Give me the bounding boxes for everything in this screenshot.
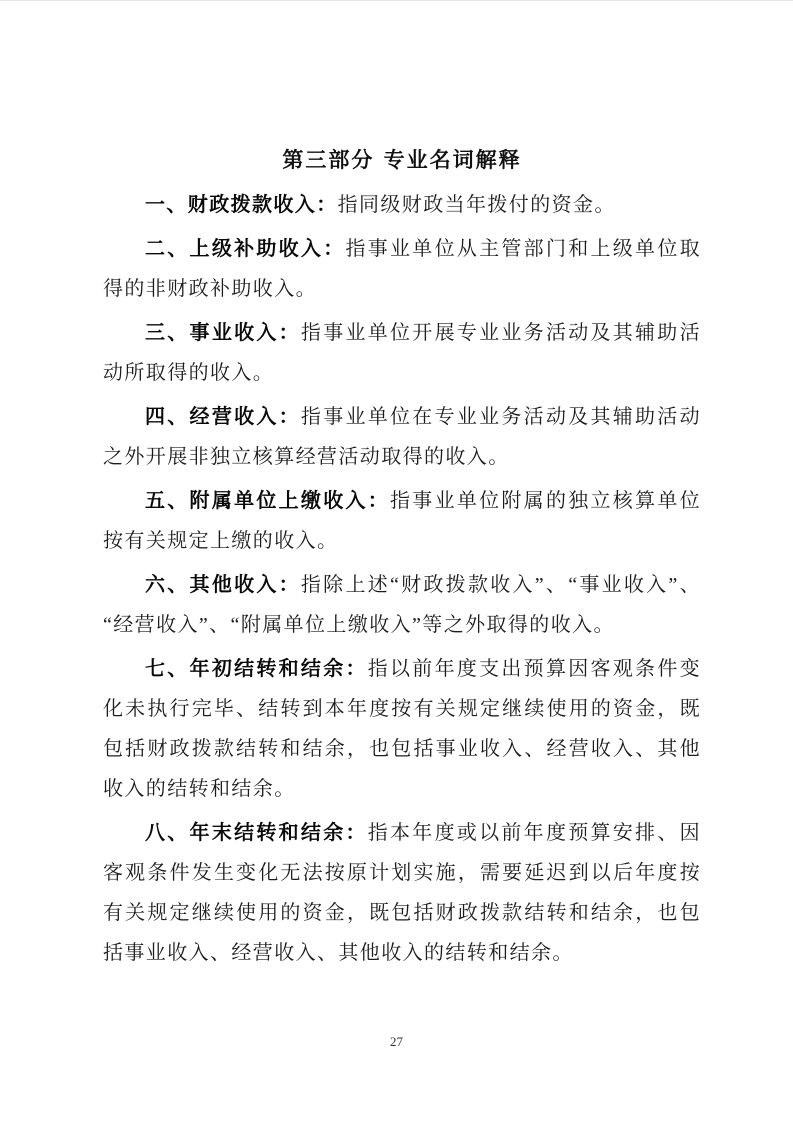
definition-text: 指事业单位附属的独立核算单位按有关规定上缴的收入。 <box>103 490 701 552</box>
definition-paragraph <box>103 312 701 393</box>
page-number: 27 <box>390 1034 403 1049</box>
section-title: 第三部分 专业名词解释 <box>282 148 522 172</box>
definition-paragraph <box>103 648 701 809</box>
definition-paragraph <box>103 396 701 477</box>
definition-paragraph <box>103 228 701 309</box>
document-content <box>0 1 793 973</box>
definition-term: 二、上级补助收入： <box>145 236 346 260</box>
definition-text: 指事业单位在专业业务活动及其辅助活动之外开展非独立核算经营活动取得的收入。 <box>103 406 701 468</box>
definition-text: 指事业单位从主管部门和上级单位取得的非财政补助收入。 <box>103 238 701 300</box>
definition-paragraph <box>103 480 701 561</box>
definition-term: 六、其他收入： <box>145 572 301 596</box>
definition-paragraph <box>103 564 701 645</box>
definition-text: 指除上述“财政拨款收入”、“事业收入”、“经营收入”、“附属单位上缴收入”等之外取得的收入。 <box>103 574 701 636</box>
definition-term: 三、事业收入： <box>145 320 301 344</box>
definition-term: 七、年初结转和结余： <box>145 656 368 680</box>
definition-paragraph <box>103 184 701 225</box>
definition-term: 五、附属单位上缴收入： <box>145 488 391 512</box>
definition-text: 指事业单位开展专业业务活动及其辅助活动所取得的收入。 <box>103 322 701 384</box>
definition-term: 四、经营收入： <box>145 404 301 428</box>
definition-paragraph <box>103 812 701 973</box>
definition-text: 指以前年度支出预算因客观条件变化未执行完毕、结转到本年度按有关规定继续使用的资金，既包括财政拨款结转和结余，也包括事业收入、经营收入、其他收入的结转和结余。 <box>103 658 701 800</box>
definition-text: 指同级财政当年拨付的资金。 <box>337 194 616 216</box>
definition-text: 指本年度或以前年度预算安排、因客观条件发生变化无法按原计划实施，需要延迟到以后年度按有关规定继续使用的资金，既包括财政拨款结转和结余，也包括事业收入、经营收入、其他收入的结转和结余。 <box>103 822 701 964</box>
definition-term: 八、年末结转和结余： <box>145 820 368 844</box>
definition-term: 一、财政拨款收入： <box>145 192 338 216</box>
